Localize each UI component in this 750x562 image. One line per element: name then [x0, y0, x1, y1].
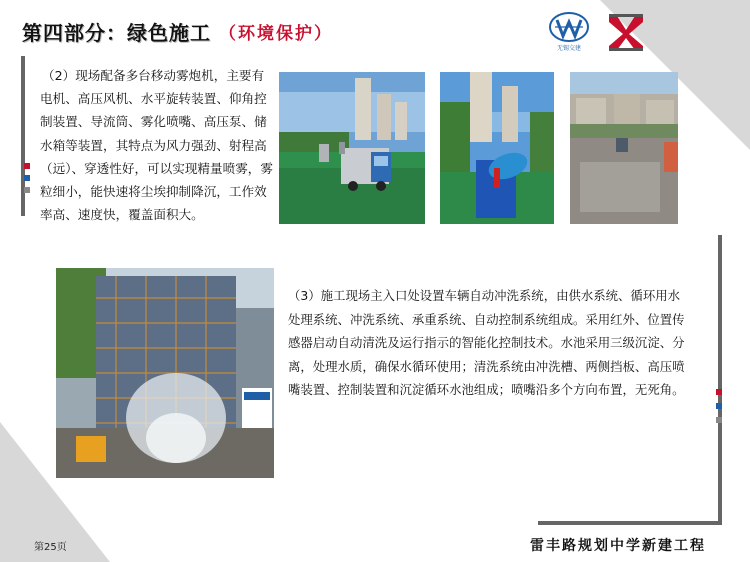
vehicle-wash-description: （3）施工现场主入口处设置车辆自动冲洗系统，由供水系统、循环用水处理系统、冲洗系统、承重系统、自动控制系统组成。采用红外、位置传感器启动自动清洗及运行指示的智能化控制技术。水池采用三级沉淀、分离，处理水质，确保水循环使用；清洗系统由冲洗槽、两侧挡板、高压喷嘴装置、控制装置和沉淀循环水池组成；喷嘴沿多个方向布置，无死角。	[288, 288, 685, 398]
frame-bottom-bar	[538, 521, 722, 525]
company-logo-icon	[549, 12, 589, 42]
fog-cannon-description: （2）现场配备多台移动雾炮机，主要有电机、高压风机、水平旋转装置、仰角控制装置、导流筒、雾化喷嘴、高压泵、储水箱等装置，其特点为风力强劲、射程高（远）、穿透性好，可以实现精量喷雾，雾粒细小，能快速将尘埃抑制降沉，工作效率高、速度快，覆盖面积大。	[40, 68, 273, 223]
partner-logo	[607, 12, 645, 52]
logos	[545, 12, 645, 52]
washed-road-photo	[570, 72, 678, 224]
fog-cannon-photo	[440, 72, 554, 224]
accent-square-gray	[24, 187, 30, 193]
page-title: 第四部分：绿色施工	[22, 20, 211, 45]
company-logo	[545, 12, 593, 52]
accent-square-red	[24, 163, 30, 169]
fog-cannon-truck-photo	[279, 72, 425, 224]
accent-square-red	[716, 389, 722, 395]
accent-square-gray	[716, 417, 722, 423]
partner-logo-icon	[607, 12, 645, 52]
company-logo-caption: 无锡交建	[556, 45, 581, 52]
accent-square-blue	[24, 175, 30, 181]
project-name: 雷丰路规划中学新建工程	[530, 538, 706, 554]
page-subtitle: （环境保护）	[219, 23, 333, 44]
page-header	[22, 14, 333, 48]
frame-right-bar	[718, 235, 722, 525]
vehicle-wash-photo	[56, 268, 274, 478]
page-number: 第25页	[34, 542, 67, 553]
accent-square-blue	[716, 403, 722, 409]
